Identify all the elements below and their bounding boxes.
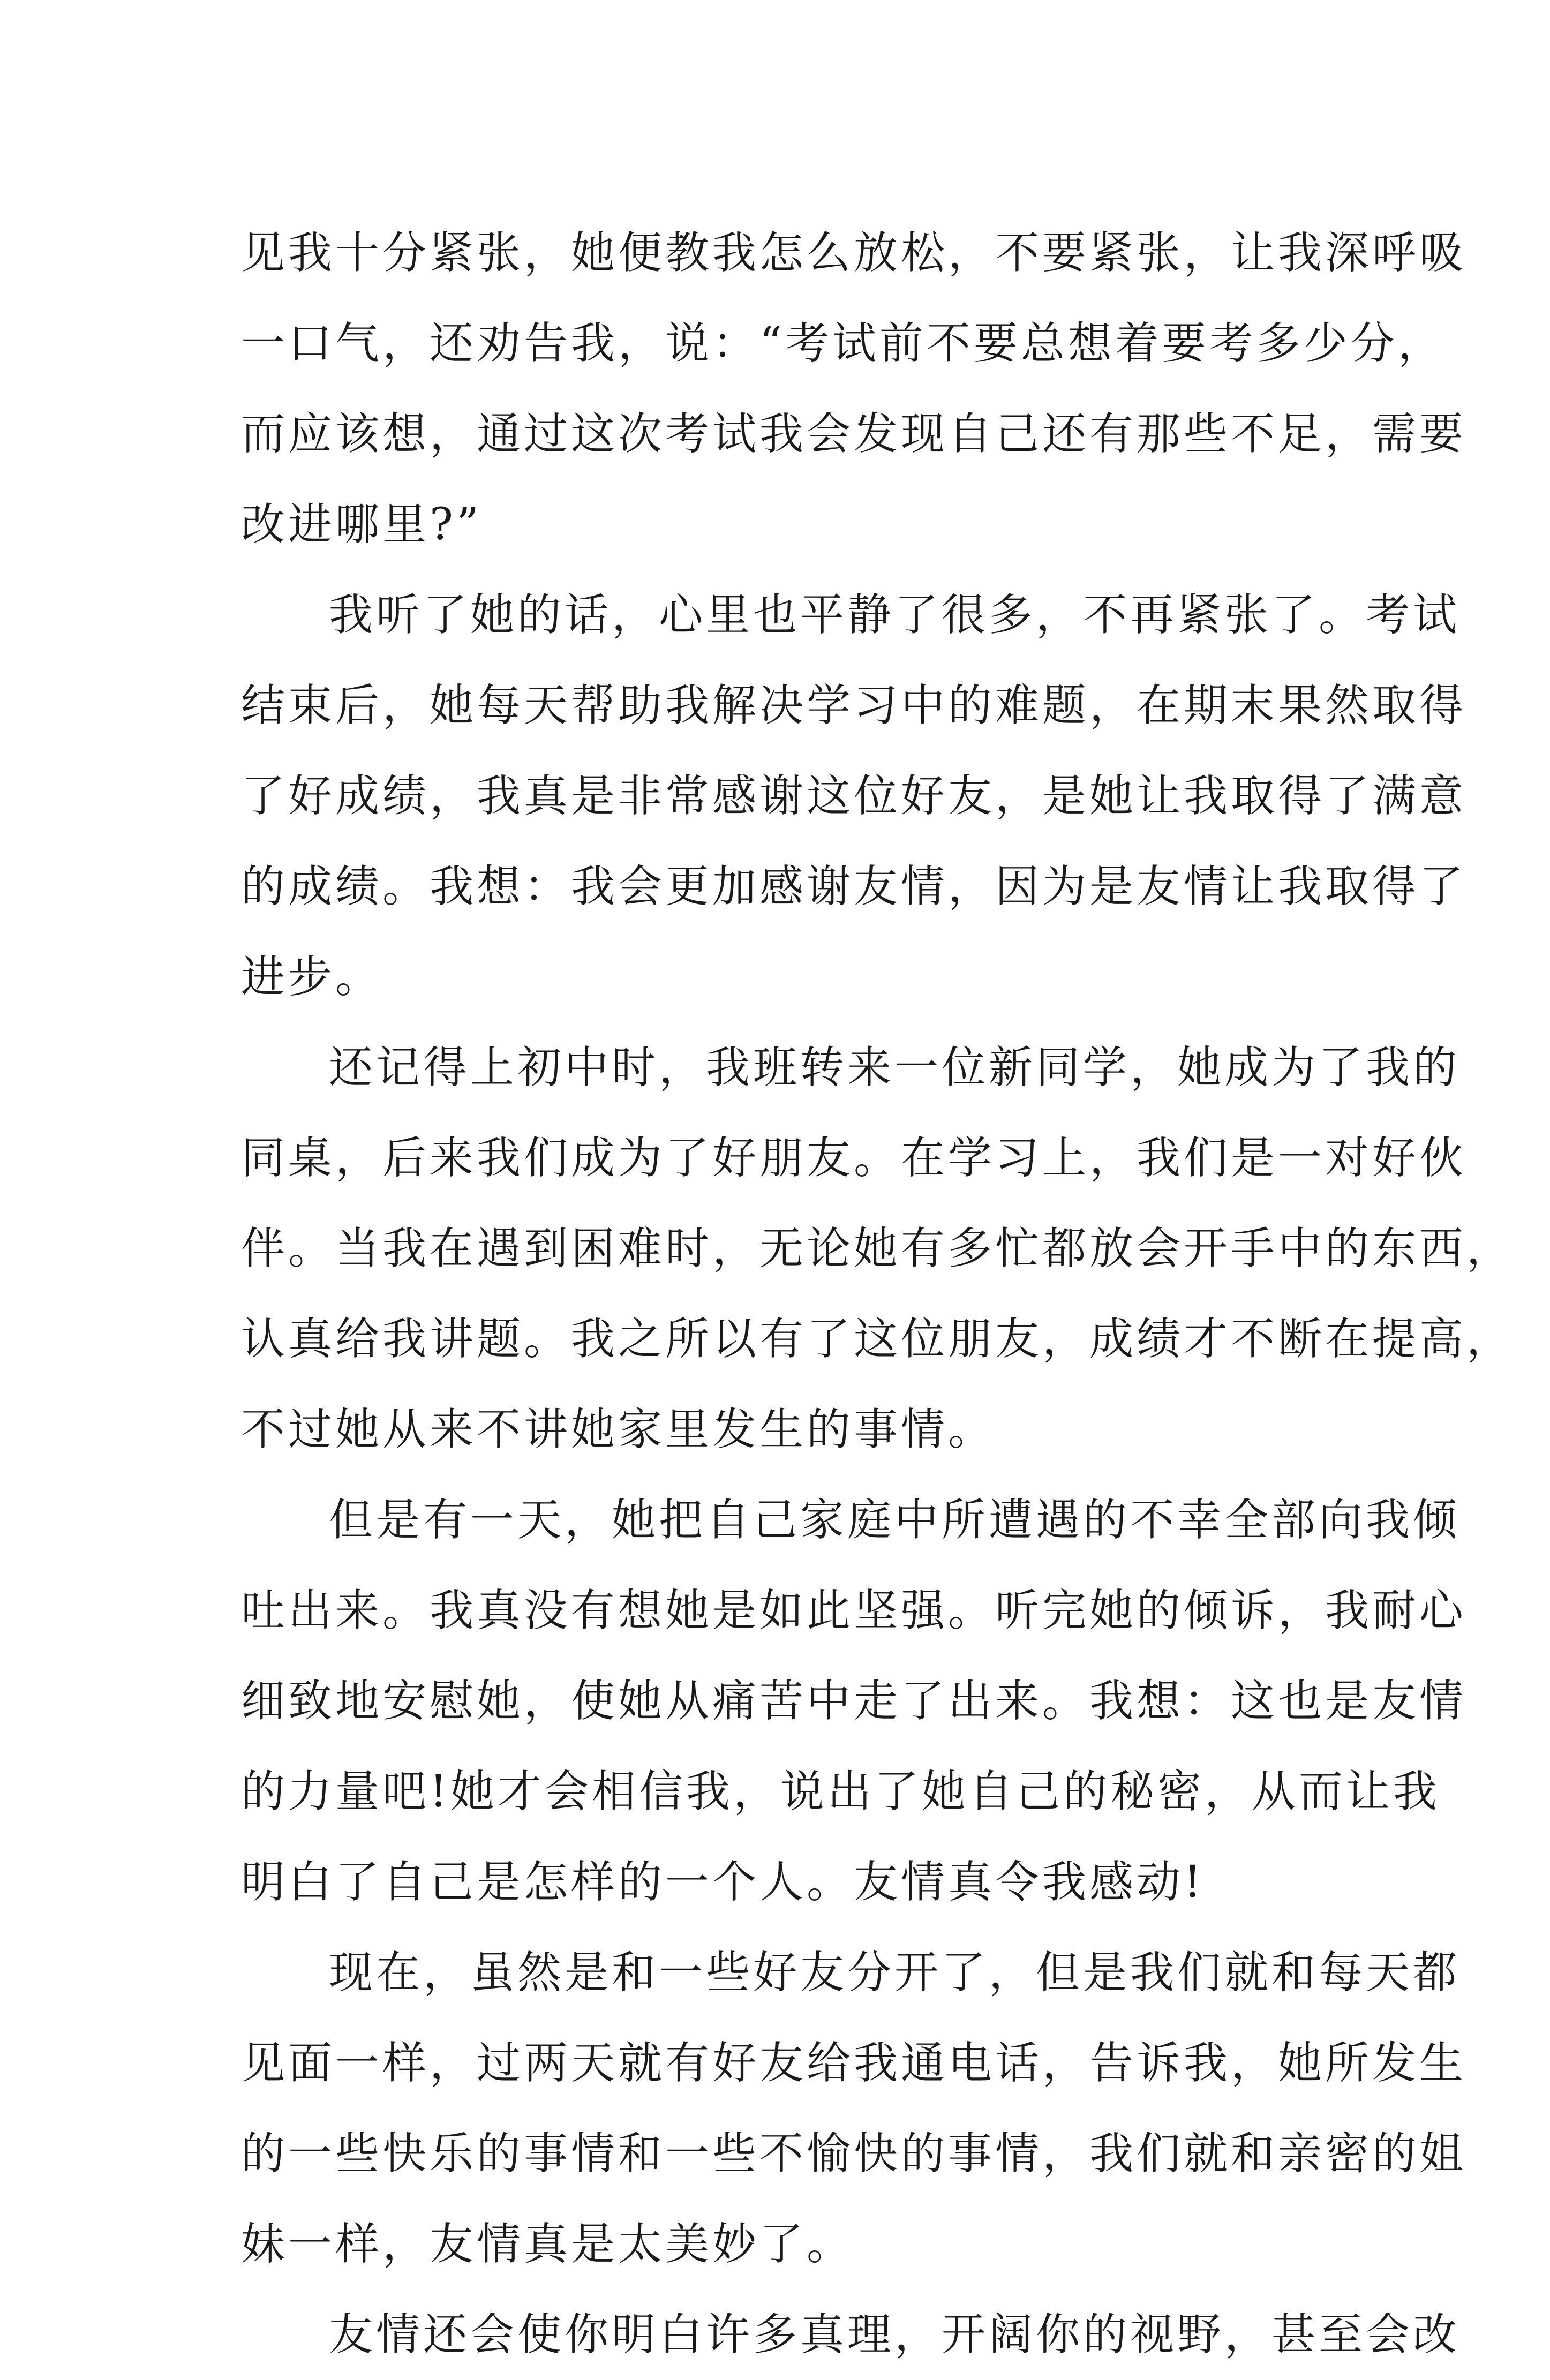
paragraph-first-line: 友情还会使你明白许多真理，开阔你的视野，甚至会改 [329,2309,1461,2360]
text-line: 见面一样，过两天就有好友给我通电话，告诉我，她所发生 [241,2038,1467,2089]
text-line: 细致地安慰她，使她从痛苦中走了出来。我想：这也是友情 [241,1676,1467,1727]
text-line: 一口气，还劝告我，说：“考试前不要总想着要考多少分， [241,318,1445,369]
text-line: 而应该想，通过这次考试我会发现自己还有那些不足，需要 [241,409,1467,460]
text-line: 的成绩。我想：我会更加感谢友情，因为是友情让我取得了 [241,861,1467,912]
text-line: 不过她从来不讲她家里发生的事情。 [241,1404,996,1455]
text-line: 了好成绩，我真是非常感谢这位好友，是她让我取得了满意 [241,771,1467,822]
paragraph-first-line: 我听了她的话，心里也平静了很多，不再紧张了。考试 [329,590,1461,641]
text-line: 吐出来。我真没有想她是如此坚强。听完她的倾诉，我耐心 [241,1585,1467,1636]
paragraph-first-line: 但是有一天，她把自己家庭中所遭遇的不幸全部向我倾 [329,1495,1461,1546]
text-line: 见我十分紧张，她便教我怎么放松，不要紧张，让我深呼吸 [241,228,1467,278]
text-line: 认真给我讲题。我之所以有了这位朋友，成绩才不断在提高， [241,1314,1514,1365]
essay-text [241,208,1514,2380]
text-line: 妹一样，友情真是太美妙了。 [241,2219,854,2270]
text-line: 明白了自己是怎样的一个人。友情真令我感动! [241,1857,1205,1908]
text-line: 进步。 [241,952,383,1003]
text-line: 同桌，后来我们成为了好朋友。在学习上，我们是一对好伙 [241,1133,1467,1184]
text-line: 结束后，她每天帮助我解决学习中的难题，在期末果然取得 [241,680,1467,731]
text-line: 伴。当我在遇到困难时，无论她有多忙都放会开手中的东西， [241,1223,1514,1274]
text-line: 的力量吧!她才会相信我，说出了她自己的秘密，从而让我 [241,1766,1440,1817]
paragraph-first-line: 还记得上初中时，我班转来一位新同学，她成为了我的 [329,1042,1461,1093]
paragraph-first-line: 现在，虽然是和一些好友分开了，但是我们就和每天都 [329,1947,1461,1998]
text-line: 的一些快乐的事情和一些不愉快的事情，我们就和亲密的姐 [241,2128,1467,2179]
text-line: 改进哪里?” [241,499,482,550]
